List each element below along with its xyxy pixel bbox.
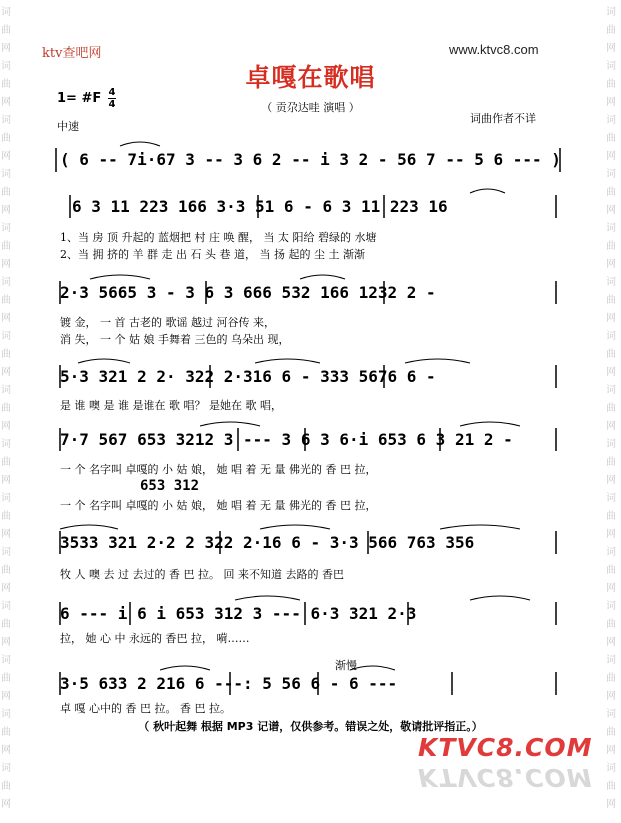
edge-watermark-glyph: 曲 (606, 349, 616, 360)
slur (78, 359, 130, 363)
edge-watermark-glyph: 词 (606, 763, 616, 774)
edge-watermark-glyph: 网 (1, 313, 11, 324)
edge-watermark-glyph: 曲 (606, 187, 616, 198)
site-label-left[interactable]: ktv查吧网 (42, 46, 102, 61)
score-row-3: 2·3 5665 3 - 3 6 3 666 532 166 1232 2 - (60, 283, 436, 302)
lyric-row-6: 牧 人 噢 去 过 去过的 香 巴 拉。 回 来不知道 去路的 香巴 (60, 568, 344, 581)
tempo-marking: 中速 (57, 120, 79, 133)
slur (470, 189, 505, 193)
edge-watermark-glyph: 词 (1, 547, 11, 558)
lyric-row-4: 是 谁 噢 是 谁 是谁在 歌 唱？ 是她在 歌 唱， (60, 399, 282, 412)
edge-watermark-glyph: 曲 (1, 511, 11, 522)
edge-watermark-glyph: 网 (1, 151, 11, 162)
lyric-row-7: 拉， 她 心 中 永远的 香巴 拉， 嗬…… (60, 632, 250, 645)
transcription-note: （ 秋叶起舞 根据 MP3 记谱，仅供参考。错误之处，敬请批评指正。） (138, 720, 483, 733)
edge-watermark-glyph: 词 (606, 61, 616, 72)
edge-watermark-glyph: 曲 (606, 727, 616, 738)
edge-watermark-glyph: 词 (1, 223, 11, 234)
edge-watermark-glyph: 网 (1, 583, 11, 594)
edge-watermark-glyph: 曲 (606, 457, 616, 468)
edge-watermark-glyph: 网 (1, 259, 11, 270)
ritardando-mark: 渐慢 (335, 659, 357, 672)
lyric-row-5-verse-2: 一 个 名字叫 卓嘎的 小 姑 娘， 她 唱 着 无 量 佛光的 香 巴 拉， (60, 499, 377, 512)
edge-watermark-glyph: 词 (606, 547, 616, 558)
edge-watermark-glyph: 词 (606, 385, 616, 396)
edge-watermark-glyph: 曲 (1, 79, 11, 90)
slur (350, 666, 395, 670)
slur (300, 275, 345, 279)
lyric-row-5-verse-1: 一 个 名字叫 卓嘎的 小 姑 娘， 她 唱 着 无 量 佛光的 香 巴 拉， (60, 463, 377, 476)
edge-watermark-glyph: 词 (606, 439, 616, 450)
edge-watermark-glyph: 曲 (606, 133, 616, 144)
lyric-row-3-verse-2: 消 失， 一 个 姑 娘 手舞着 三色的 乌朵出 现， (60, 333, 290, 346)
slur (60, 525, 118, 529)
edge-watermark-glyph: 词 (1, 655, 11, 666)
edge-watermark-glyph: 曲 (606, 619, 616, 630)
slur (160, 666, 210, 670)
edge-watermark-glyph: 曲 (606, 673, 616, 684)
edge-watermark-glyph: 曲 (1, 457, 11, 468)
edge-watermark-glyph: 网 (606, 313, 616, 324)
edge-watermark-glyph: 曲 (606, 241, 616, 252)
key-signature: 1= #F (57, 91, 102, 106)
edge-watermark-glyph: 词 (1, 385, 11, 396)
slur (260, 525, 330, 529)
edge-watermark-glyph: 网 (606, 205, 616, 216)
time-signature-bottom: 4 (108, 99, 116, 110)
edge-watermark-glyph: 曲 (1, 133, 11, 144)
edge-watermark-glyph: 词 (1, 169, 11, 180)
edge-watermark-glyph: 词 (1, 709, 11, 720)
score-row-8: 3·5 633 2 216 6 ---: 5 56 6 - 6 --- (60, 674, 398, 693)
edge-watermark-glyph: 曲 (1, 25, 11, 36)
edge-watermark-glyph: 曲 (1, 565, 11, 576)
edge-watermark-glyph: 曲 (1, 241, 11, 252)
edge-watermark-glyph: 词 (1, 439, 11, 450)
edge-watermark-glyph: 网 (606, 475, 616, 486)
slur (255, 359, 320, 363)
edge-watermark-glyph: 网 (1, 97, 11, 108)
edge-watermark-glyph: 网 (606, 259, 616, 270)
edge-watermark-glyph: 曲 (1, 403, 11, 414)
edge-watermark-glyph: 曲 (1, 295, 11, 306)
edge-watermark-glyph: 网 (1, 799, 11, 810)
score-row-7: 6 --- i 6 i 653 312 3 --- 6·3 321 2·3 (60, 604, 417, 623)
edge-watermark-glyph: 词 (1, 61, 11, 72)
edge-watermark-glyph: 网 (606, 691, 616, 702)
edge-watermark-glyph: 网 (1, 475, 11, 486)
slur (120, 142, 160, 146)
edge-watermark-glyph: 词 (1, 7, 11, 18)
slur (405, 359, 470, 363)
edge-watermark-glyph: 网 (1, 367, 11, 378)
edge-watermark-glyph: 网 (606, 97, 616, 108)
edge-watermark-glyph: 曲 (606, 25, 616, 36)
edge-watermark-glyph: 网 (1, 421, 11, 432)
edge-watermark-glyph: 曲 (606, 403, 616, 414)
edge-watermark-glyph: 网 (606, 43, 616, 54)
edge-watermark-glyph: 网 (606, 529, 616, 540)
score-row-6: 3533 321 2·2 2 322 2·16 6 - 3·3 566 763 356 (60, 533, 475, 552)
lyric-row-2-verse-2: 2、当 拥 挤的 羊 群 走 出 石 头 巷 道， 当 扬 起的 尘 土 渐渐 (60, 248, 365, 261)
slur (440, 525, 520, 529)
edge-watermark-glyph: 网 (606, 799, 616, 810)
edge-watermark-glyph: 曲 (606, 79, 616, 90)
edge-watermark-glyph: 曲 (1, 781, 11, 792)
edge-watermark-glyph: 词 (606, 115, 616, 126)
edge-watermark-glyph: 网 (1, 43, 11, 54)
edge-watermark-glyph: 网 (1, 529, 11, 540)
site-url[interactable]: www.ktvc8.com (449, 42, 539, 57)
edge-watermark-glyph: 词 (606, 223, 616, 234)
score-row-4: 5·3 321 2 2· 322 2·316 6 - 333 5676 6 - (60, 367, 436, 386)
edge-watermark-glyph: 曲 (1, 727, 11, 738)
edge-watermark-glyph: 网 (1, 745, 11, 756)
edge-watermark-glyph: 曲 (606, 781, 616, 792)
edge-watermark-glyph: 词 (1, 331, 11, 342)
slur (200, 422, 260, 426)
edge-watermark-glyph: 词 (606, 7, 616, 18)
edge-watermark-glyph: 网 (606, 637, 616, 648)
edge-watermark-glyph: 词 (606, 331, 616, 342)
edge-watermark-glyph: 曲 (1, 187, 11, 198)
edge-watermark-glyph: 网 (606, 583, 616, 594)
score-row-5-alternate: 653 312 (140, 478, 200, 494)
edge-watermark-glyph: 词 (1, 493, 11, 504)
edge-watermark-glyph: 曲 (606, 565, 616, 576)
ktvc8-logo: KTVC8.COM (418, 733, 593, 762)
slur (235, 596, 300, 600)
edge-watermark-glyph: 词 (606, 709, 616, 720)
edge-watermark-glyph: 曲 (1, 349, 11, 360)
edge-watermark-glyph: 词 (1, 763, 11, 774)
edge-watermark-glyph: 词 (1, 115, 11, 126)
edge-watermark-glyph: 网 (1, 691, 11, 702)
score-row-1: ( 6 -- 7i·67 3 -- 3 6 2 -- i 3 2 - 56 7 -- 5 6 --- ) (60, 150, 561, 169)
edge-watermark-glyph: 词 (606, 169, 616, 180)
slur (90, 275, 150, 279)
edge-watermark-glyph: 网 (606, 151, 616, 162)
score-row-5: 7·7 567 653 3212 3 --- 3 6 3 6·i 653 6 3 21 2 - (60, 430, 513, 449)
edge-watermark-glyph: 网 (1, 205, 11, 216)
slur (470, 596, 530, 600)
edge-watermark-glyph: 网 (606, 367, 616, 378)
edge-watermark-glyph: 曲 (606, 295, 616, 306)
slur (460, 422, 520, 426)
edge-watermark-glyph: 词 (1, 277, 11, 288)
edge-watermark-glyph: 词 (606, 601, 616, 612)
edge-watermark-glyph: 网 (1, 637, 11, 648)
lyric-row-2-verse-1: 1、当 房 顶 升起的 蓝烟把 村 庄 唤 醒， 当 太 阳给 碧绿的 水塘 (60, 231, 377, 244)
song-title: 卓嘎在歌唱 (245, 63, 376, 92)
score-row-2: 6 3 11 223 166 3·3 51 6 - 6 3 11 223 16 (72, 197, 448, 216)
performer-credit: （ 贡尕达哇 演唱 ） (261, 101, 360, 114)
edge-watermark-glyph: 网 (606, 745, 616, 756)
time-signature-top: 4 (108, 87, 116, 98)
edge-watermark-glyph: 词 (606, 655, 616, 666)
composer-credit: 词曲作者不详 (470, 112, 536, 125)
lyric-row-3-verse-1: 镀 金， 一 首 古老的 歌谣 越过 河谷传 来， (60, 316, 275, 329)
edge-watermark-glyph: 词 (1, 601, 11, 612)
edge-watermark-glyph: 曲 (1, 619, 11, 630)
edge-watermark-glyph: 网 (606, 421, 616, 432)
edge-watermark-glyph: 曲 (606, 511, 616, 522)
lyric-row-8: 卓 嘎 心中的 香 巴 拉。 香 巴 拉。 (60, 702, 231, 715)
edge-watermark-glyph: 词 (606, 277, 616, 288)
ktvc8-logo-reflection: KTVC8.COM (418, 763, 593, 792)
edge-watermark-glyph: 词 (606, 493, 616, 504)
edge-watermark-glyph: 曲 (1, 673, 11, 684)
